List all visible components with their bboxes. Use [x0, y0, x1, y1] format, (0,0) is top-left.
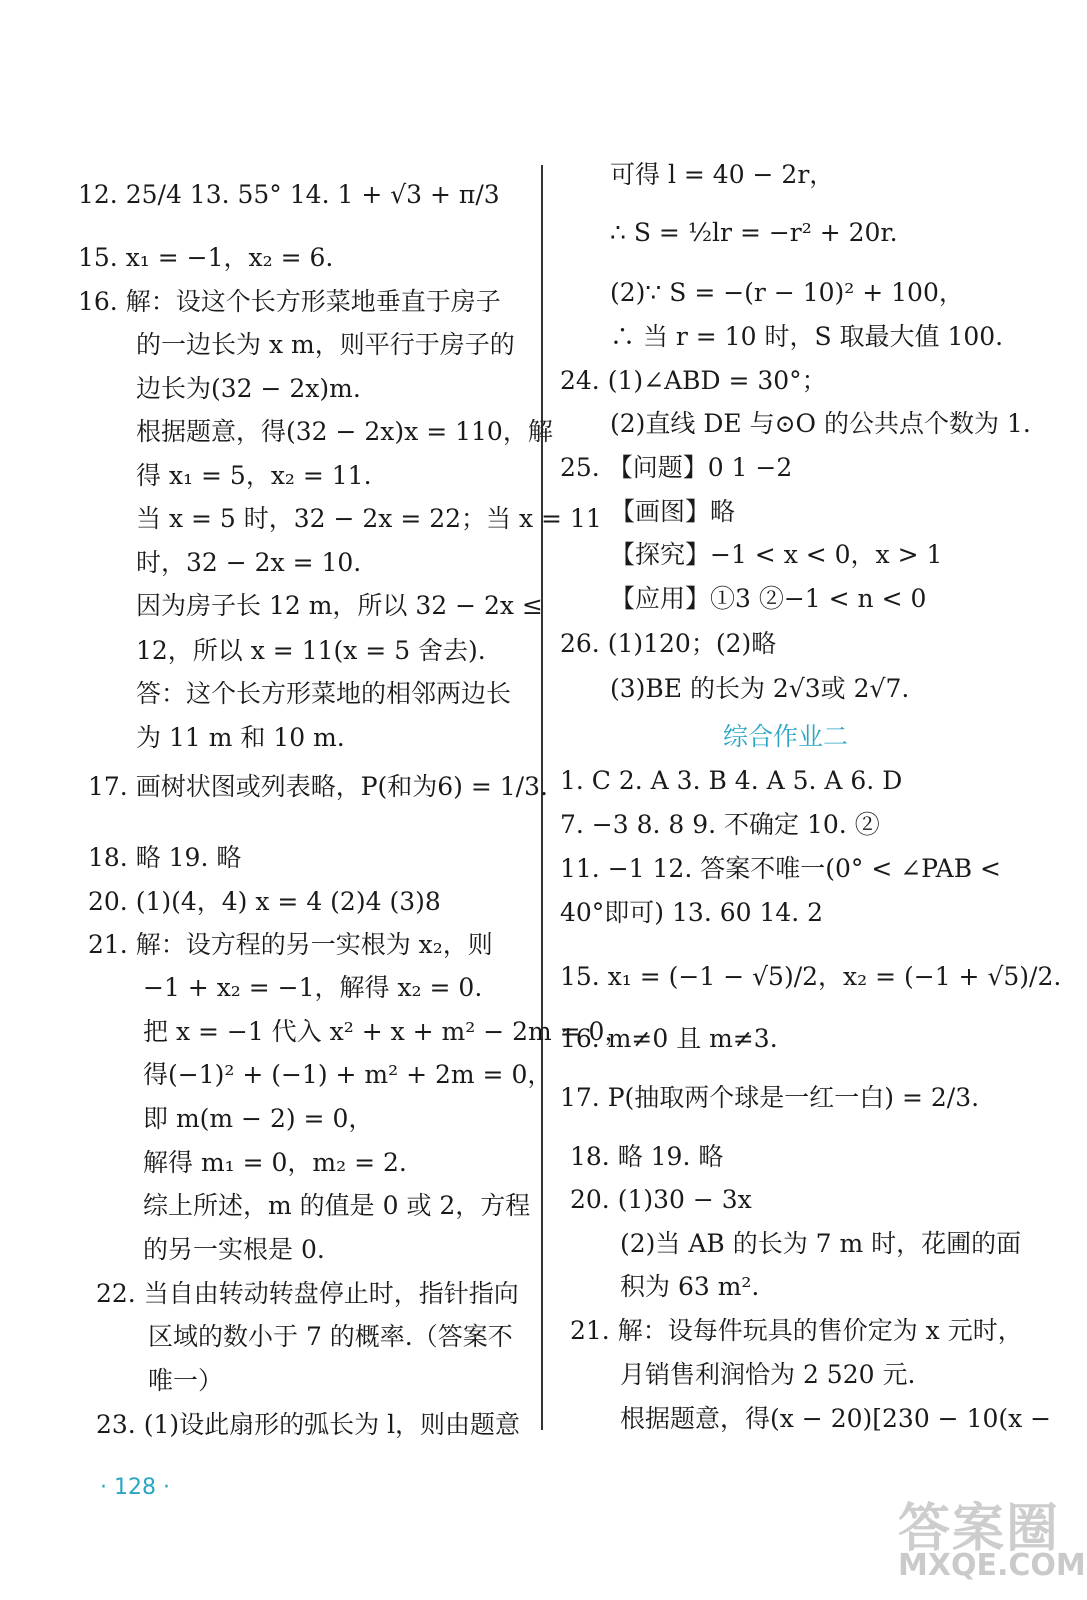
answer-line: 得(−1)² + (−1) + m² + 2m = 0，	[143, 1060, 553, 1089]
answer-line: 边长为(32 − 2x)m.	[136, 374, 361, 403]
answer-line: 【应用】①3 ②−1 < n < 0	[610, 584, 927, 613]
answer-line: 解得 m₁ = 0，m₂ = 2.	[143, 1148, 407, 1177]
answer-line: 24. (1)∠ABD = 30°；	[560, 366, 827, 395]
answer-line: 【探究】−1 < x < 0，x > 1	[610, 540, 943, 569]
answer-line: 唯一）	[148, 1366, 224, 1395]
answer-line: 因为房子长 12 m，所以 32 − 2x ≤	[136, 591, 543, 620]
answer-line: 得 x₁ = 5，x₂ = 11.	[136, 461, 372, 490]
answer-line: 根据题意，得(x − 20)[230 − 10(x −	[620, 1404, 1052, 1433]
answer-line: 的另一实根是 0.	[143, 1235, 325, 1264]
watermark-logo: 答案圈	[898, 1499, 1061, 1559]
answer-line: (2)直线 DE 与⊙O 的公共点个数为 1.	[610, 409, 1031, 438]
answer-line: 月销售利润恰为 2 520 元.	[620, 1360, 916, 1389]
answer-line: 20. (1)(4，4) x = 4 (2)4 (3)8	[88, 887, 441, 916]
answer-line: 11. −1 12. 答案不唯一(0° < ∠PAB <	[560, 854, 1002, 883]
answer-line: 17. 画树状图或列表略，P(和为6) = 1/3.	[88, 772, 548, 801]
answer-line: (2)∵ S = −(r − 10)² + 100，	[610, 278, 964, 307]
answer-line: ∴ S = ½lr = −r² + 20r.	[610, 218, 898, 247]
answer-line: 12，所以 x = 11(x = 5 舍去).	[136, 636, 486, 665]
answer-line: 18. 略 19. 略	[570, 1142, 724, 1171]
page-number: · 128 ·	[100, 1475, 170, 1500]
answer-line: 1. C 2. A 3. B 4. A 5. A 6. D	[560, 766, 903, 795]
answer-line: ∴ 当 r = 10 时，S 取最大值 100.	[610, 322, 1004, 351]
answer-line: 20. (1)30 − 3x	[570, 1185, 752, 1214]
answer-line: 22. 当自由转动转盘停止时，指针指向	[96, 1279, 519, 1308]
answer-line: 40°即可) 13. 60 14. 2	[560, 898, 824, 927]
answer-line: (2)当 AB 的长为 7 m 时，花圃的面	[620, 1229, 1022, 1258]
answer-line: (3)BE 的长为 2√3或 2√7.	[610, 674, 910, 703]
answer-line: 18. 略 19. 略	[88, 843, 242, 872]
answer-line: 答：这个长方形菜地的相邻两边长	[136, 679, 512, 708]
answer-line: 16. 解：设这个长方形菜地垂直于房子	[78, 287, 501, 316]
section-heading: 综合作业二	[723, 722, 849, 751]
answer-line: 15. x₁ = (−1 − √5)/2，x₂ = (−1 + √5)/2.	[560, 962, 1062, 991]
answer-line: 23. (1)设此扇形的弧长为 l，则由题意	[96, 1410, 521, 1439]
answer-line: 区域的数小于 7 的概率.（答案不	[148, 1322, 513, 1351]
answer-line: 7. −3 8. 8 9. 不确定 10. ②	[560, 810, 880, 839]
answer-line: 15. x₁ = −1，x₂ = 6.	[78, 243, 334, 272]
answer-line: 26. (1)120；(2)略	[560, 629, 777, 658]
answer-line: 为 11 m 和 10 m.	[136, 723, 345, 752]
answer-line: 时，32 − 2x = 10.	[136, 548, 362, 577]
answer-line: 即 m(m − 2) = 0，	[143, 1104, 374, 1133]
answer-line: 21. 解：设每件玩具的售价定为 x 元时，	[570, 1316, 1023, 1345]
answer-line: 综上所述，m 的值是 0 或 2，方程	[143, 1191, 531, 1220]
answer-line: 把 x = −1 代入 x² + x + m² − 2m = 0，	[143, 1017, 630, 1046]
answer-line: 25. 【问题】0 1 −2	[560, 453, 793, 482]
answer-line: 当 x = 5 时，32 − 2x = 22；当 x = 11	[136, 504, 602, 533]
answer-line: 可得 l = 40 − 2r，	[610, 160, 835, 189]
answer-line: 积为 63 m².	[620, 1272, 760, 1301]
answer-line: 16. m≠0 且 m≠3.	[560, 1024, 778, 1053]
answer-line: 【画图】略	[610, 497, 736, 526]
answer-line: 17. P(抽取两个球是一红一白) = 2/3.	[560, 1083, 980, 1112]
answer-line: 12. 25/4 13. 55° 14. 1 + √3 + π/3	[78, 180, 500, 209]
answer-line: 的一边长为 x m，则平行于房子的	[136, 330, 515, 359]
answer-line: 21. 解：设方程的另一实根为 x₂，则	[88, 930, 493, 959]
answer-line: 根据题意，得(32 − 2x)x = 110，解	[136, 417, 553, 446]
answer-line: −1 + x₂ = −1，解得 x₂ = 0.	[143, 973, 483, 1002]
watermark-site: MXQE.COM	[898, 1548, 1086, 1583]
